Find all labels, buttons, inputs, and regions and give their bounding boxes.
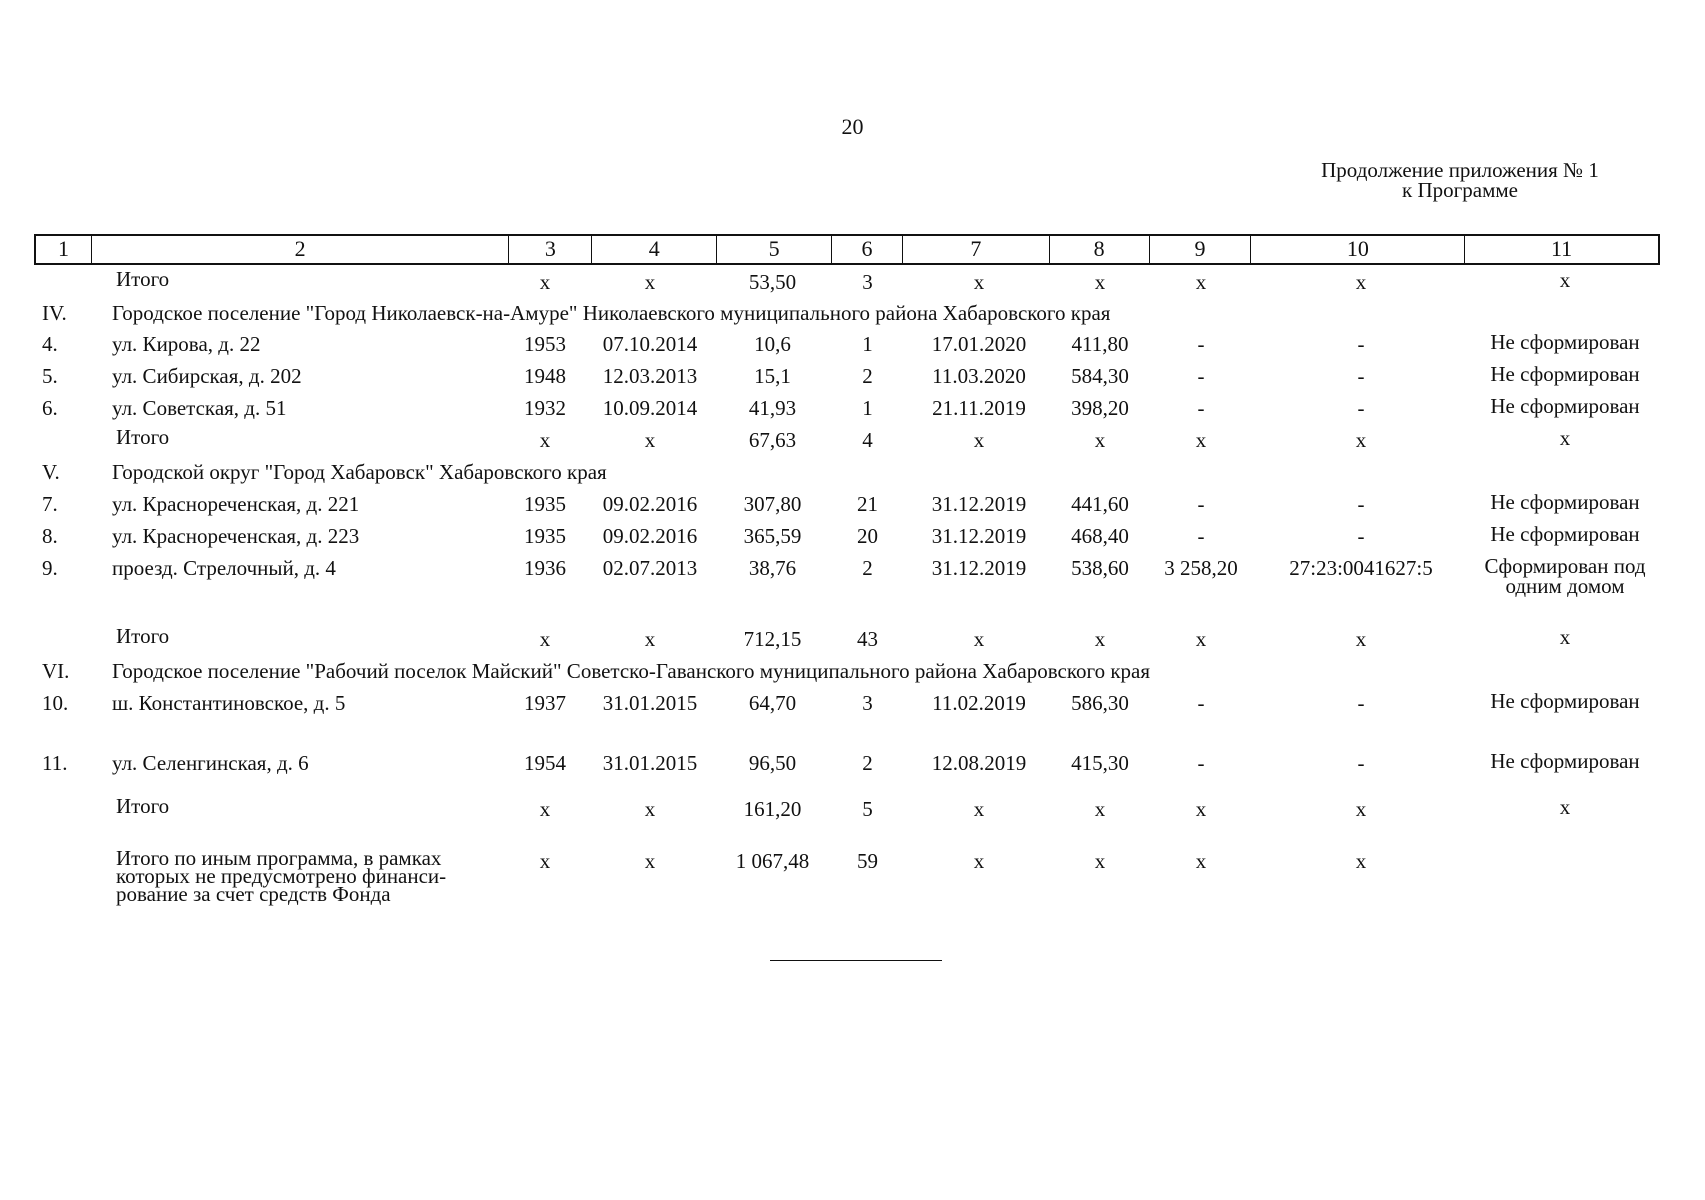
cell-col-6: 2 [862,364,873,388]
header-column-10: 10 [1251,236,1465,263]
cell-col-10: - [1357,396,1365,420]
cell-col-10: 27:23:0041627:5 [1289,556,1433,580]
cell-col-8: x [1094,428,1106,452]
cell-col-4: 10.09.2014 [602,396,698,420]
address-cell: проезд. Стрелочный, д. 4 [112,556,336,580]
cell-col-8: 411,80 [1071,332,1129,356]
cell-col-4: 12.03.2013 [602,364,698,388]
cell-col-11: x [1559,268,1571,292]
cell-col-7: 12.08.2019 [931,751,1027,775]
cell-col-5: 15,1 [754,364,791,388]
cell-col-4: 31.01.2015 [602,751,698,775]
cell-col-10: - [1357,524,1365,548]
row-number: 6. [42,396,58,420]
cell-col-11: Не сформирован [1490,394,1640,418]
header-column-1: 1 [36,236,92,263]
cell-col-5: 307,80 [743,492,802,516]
header-column-11: 11 [1551,236,1573,261]
cell-col-4: 09.02.2016 [602,492,698,516]
cell-col-6: 3 [862,270,873,294]
cell-col-11: Не сформирован [1490,749,1640,773]
row-number: 10. [42,691,69,715]
cell-col-7: 21.11.2019 [932,396,1026,420]
cell-col-9: x [1195,270,1207,294]
cell-col-3: x [539,270,551,294]
cell-col-7: 11.02.2019 [932,691,1026,715]
cell-col-7: 31.12.2019 [931,492,1027,516]
row-number: 5. [42,364,58,388]
cell-col-10: - [1357,332,1365,356]
cell-col-9: x [1195,627,1207,651]
cell-col-10: - [1357,691,1365,715]
address-cell: ул. Кирова, д. 22 [112,332,261,356]
cell-col-3: x [539,797,551,821]
cell-col-3: 1935 [524,492,566,516]
header-column-2: 2 [92,236,509,263]
cell-col-8: x [1094,270,1106,294]
cell-col-10: - [1357,364,1365,388]
page-number: 20 [841,114,864,139]
cell-col-6: 59 [857,849,878,873]
header-column-6: 6 [832,236,903,263]
cell-col-4: x [644,797,656,821]
cell-col-10: x [1355,627,1367,651]
cell-col-4: x [644,849,656,873]
row-number: 7. [42,492,58,516]
total-label: Итого по иным программа, в рамках которых не предусмотрено финанси-рование за счет средств Фонда [116,846,447,906]
section-title: Городское поселение "Город Николаевск-на-Амуре" Николаевского муниципального района Хабаровского края [112,301,1111,325]
header-column-7: 7 [903,236,1050,263]
total-label: Итого [116,624,170,648]
section-number: V. [42,460,60,484]
cell-col-5: 10,6 [754,332,791,356]
cell-col-4: 31.01.2015 [602,691,698,715]
cell-col-8: x [1094,849,1106,873]
cell-col-6: 20 [857,524,878,548]
cell-col-4: 02.07.2013 [602,556,698,580]
cell-col-10: - [1357,751,1365,775]
appendix-note-line-1: Продолжение приложения № 1 [1321,158,1599,182]
cell-col-7: x [973,627,985,651]
cell-col-9: - [1197,492,1205,516]
cell-col-3: 1936 [524,556,566,580]
header-column-4: 4 [592,236,717,263]
cell-col-7: 31.12.2019 [931,556,1027,580]
cell-col-7: x [973,849,985,873]
cell-col-3: 1954 [524,751,566,775]
cell-col-10: - [1357,492,1365,516]
cell-col-7: x [973,270,985,294]
cell-col-8: 584,30 [1071,364,1129,388]
cell-col-9: - [1197,396,1205,420]
total-label: Итого [116,794,170,818]
cell-col-4: x [644,428,656,452]
total-label: Итого [116,425,170,449]
cell-col-4: x [644,270,656,294]
cell-col-8: 586,30 [1071,691,1129,715]
cell-col-6: 21 [857,492,878,516]
column-number-header [34,234,1660,265]
cell-col-7: 31.12.2019 [931,524,1027,548]
address-cell: ул. Краснореченская, д. 223 [112,524,360,548]
cell-col-11: Не сформирован [1490,689,1640,713]
cell-col-5: 712,15 [743,627,802,651]
cell-col-10: x [1355,270,1367,294]
cell-col-8: x [1094,797,1106,821]
cell-col-11: x [1559,625,1571,649]
cell-col-6: 2 [862,751,873,775]
cell-col-9: x [1195,797,1207,821]
cell-col-9: 3 258,20 [1164,556,1238,580]
cell-col-7: 17.01.2020 [931,332,1027,356]
appendix-note [1200,160,1705,200]
cell-col-5: 38,76 [748,556,797,580]
row-number: 11. [42,751,68,775]
cell-col-5: 64,70 [748,691,797,715]
cell-col-4: x [644,627,656,651]
section-number: IV. [42,301,67,325]
cell-col-10: x [1355,849,1367,873]
section-title: Городской округ "Город Хабаровск" Хабаровского края [112,460,607,484]
cell-col-5: 161,20 [743,797,802,821]
cell-col-5: 1 067,48 [735,849,810,873]
section-title: Городское поселение "Рабочий поселок Майский" Советско-Гаванского муниципального района Хабаровского края [112,659,1151,683]
cell-col-8: x [1094,627,1106,651]
cell-col-6: 4 [862,428,873,452]
cell-col-8: 538,60 [1071,556,1129,580]
cell-col-5: 53,50 [748,270,797,294]
cell-col-9: - [1197,364,1205,388]
cell-col-11: Сформирован под одним домом [1484,554,1646,598]
address-cell: ул. Сибирская, д. 202 [112,364,302,388]
cell-col-3: x [539,627,551,651]
cell-col-11: x [1559,426,1571,450]
cell-col-5: 96,50 [748,751,797,775]
address-cell: ш. Константиновское, д. 5 [112,691,346,715]
cell-col-8: 441,60 [1071,492,1129,516]
cell-col-11: Не сформирован [1490,330,1640,354]
cell-col-6: 3 [862,691,873,715]
header-column-8: 8 [1050,236,1150,263]
cell-col-3: 1953 [524,332,566,356]
cell-col-11: Не сформирован [1490,522,1640,546]
cell-col-9: - [1197,524,1205,548]
cell-col-6: 1 [862,332,873,356]
cell-col-4: 09.02.2016 [602,524,698,548]
cell-col-6: 43 [857,627,878,651]
address-cell: ул. Советская, д. 51 [112,396,287,420]
cell-col-6: 1 [862,396,873,420]
cell-col-6: 2 [862,556,873,580]
cell-col-9: x [1195,849,1207,873]
cell-col-7: x [973,428,985,452]
cell-col-3: 1937 [524,691,566,715]
header-column-5: 5 [717,236,832,263]
cell-col-6: 5 [862,797,873,821]
cell-col-9: - [1197,691,1205,715]
cell-col-9: - [1197,751,1205,775]
closing-rule [770,960,942,961]
address-cell: ул. Краснореченская, д. 221 [112,492,360,516]
cell-col-3: x [539,428,551,452]
cell-col-9: x [1195,428,1207,452]
cell-col-11: x [1559,795,1571,819]
row-number: 4. [42,332,58,356]
cell-col-4: 07.10.2014 [602,332,698,356]
cell-col-10: x [1355,428,1367,452]
cell-col-3: 1948 [524,364,566,388]
address-cell: ул. Селенгинская, д. 6 [112,751,309,775]
row-number: 9. [42,556,58,580]
cell-col-11: Не сформирован [1490,490,1640,514]
section-number: VI. [42,659,70,683]
cell-col-5: 67,63 [748,428,797,452]
cell-col-8: 398,20 [1071,396,1129,420]
cell-col-10: x [1355,797,1367,821]
cell-col-8: 468,40 [1071,524,1129,548]
cell-col-7: 11.03.2020 [932,364,1026,388]
header-column-3: 3 [509,236,592,263]
row-number: 8. [42,524,58,548]
cell-col-9: - [1197,332,1205,356]
cell-col-3: x [539,849,551,873]
cell-col-3: 1932 [524,396,566,420]
cell-col-3: 1935 [524,524,566,548]
appendix-note-line-2: к Программе [1402,178,1518,202]
cell-col-5: 41,93 [748,396,797,420]
cell-col-5: 365,59 [743,524,802,548]
cell-col-7: x [973,797,985,821]
header-column-9: 9 [1150,236,1252,263]
cell-col-8: 415,30 [1071,751,1129,775]
cell-col-11: Не сформирован [1490,362,1640,386]
total-label: Итого [116,267,170,291]
